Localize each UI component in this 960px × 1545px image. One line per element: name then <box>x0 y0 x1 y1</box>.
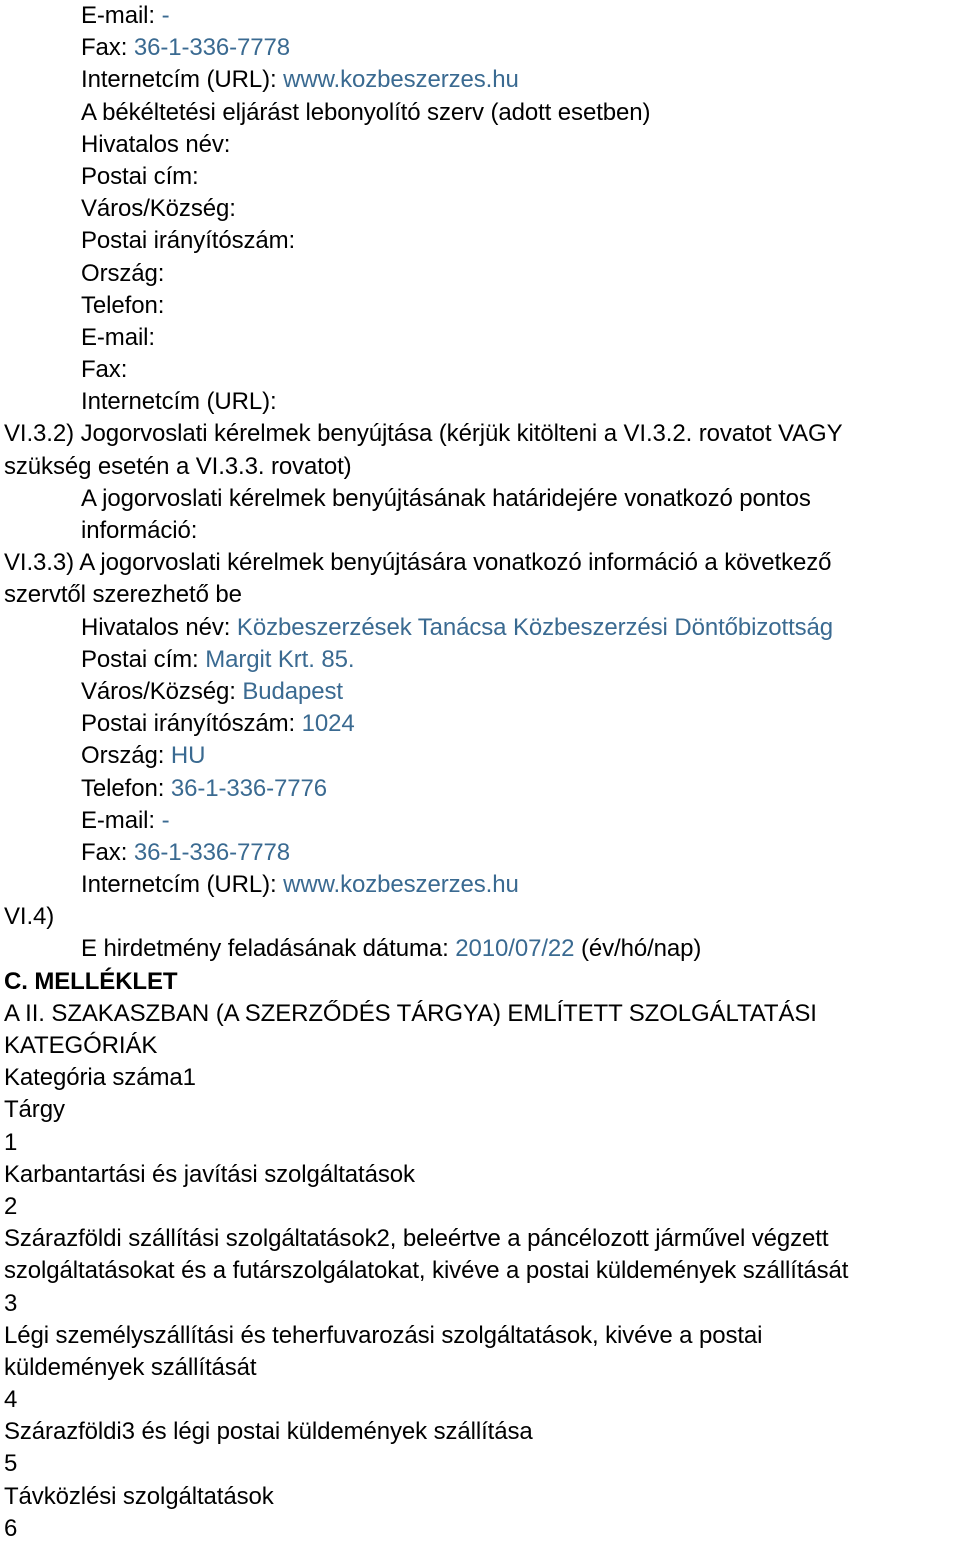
annex-c-heading-line1: A II. SZAKASZBAN (A SZERZŐDÉS TÁRGYA) EMLÍTETT SZOLGÁLTATÁSI <box>4 999 817 1027</box>
vi32-sub-line2: információ: <box>81 517 198 544</box>
top-url-link[interactable]: www.kozbeszerzes.hu <box>283 66 519 94</box>
top-email-label: E-mail: <box>81 2 155 29</box>
mediation-heading: A békéltetési eljárást lebonyolító szerv (adott esetben) <box>81 98 651 126</box>
annex-c-heading-line2: KATEGÓRIÁK <box>4 1032 158 1059</box>
annex-c-col-category: Kategória száma1 <box>4 1064 196 1092</box>
vi4-date-line <box>0 933 960 965</box>
vi32-heading-line1: VI.3.2) Jogorvoslati kérelmek benyújtása (kérjük kitölteni a VI.3.2. rovatot VAGY <box>4 420 843 448</box>
mediation-field: Hivatalos név: <box>81 130 231 158</box>
vi33-url-link[interactable]: www.kozbeszerzes.hu <box>283 871 519 899</box>
vi33-name-label: Hivatalos név: <box>81 613 231 641</box>
vi33-fax-value: 36-1-336-7778 <box>133 838 291 866</box>
top-fax-value: 36-1-336-7778 <box>133 34 291 62</box>
mediation-field: E-mail: <box>81 323 155 351</box>
category-subject: küldemények szállítását <box>4 1353 257 1381</box>
annex-c-title: C. MELLÉKLET <box>4 967 178 995</box>
category-subject: szolgáltatásokat és a futárszolgálatokat, kivéve a postai küldemények szállítását <box>4 1257 849 1285</box>
mediation-field: Internetcím (URL): <box>81 388 277 416</box>
vi33-heading-line2: szervtől szerezhető be <box>4 581 242 609</box>
top-url-line <box>0 64 960 96</box>
vi33-address-value: Margit Krt. 85. <box>205 645 355 673</box>
category-subject: Szárazföldi3 és légi postai küldemények szállítása <box>4 1418 533 1446</box>
vi4-date-label: E hirdetmény feladásának dátuma: <box>81 935 449 963</box>
mediation-field: Postai cím: <box>81 162 199 190</box>
vi33-url-label: Internetcím (URL): <box>81 871 277 899</box>
category-number: 2 <box>4 1192 18 1220</box>
vi33-country-label: Ország: <box>81 742 165 770</box>
category-subject: Szárazföldi szállítási szolgáltatások2, beleértve a páncélozott járművel végzett <box>4 1225 829 1253</box>
top-email-value: - <box>161 2 170 29</box>
category-subject: Távközlési szolgáltatások <box>4 1482 274 1510</box>
vi33-address-line <box>0 644 960 676</box>
annex-c-col-subject: Tárgy <box>4 1096 65 1124</box>
vi33-city-value: Budapest <box>242 677 343 705</box>
category-number: 6 <box>4 1514 18 1542</box>
category-number: 5 <box>4 1450 18 1478</box>
top-fax-line <box>0 32 960 64</box>
category-number: 3 <box>4 1289 18 1317</box>
vi33-url-line <box>0 869 960 901</box>
vi33-email-value: - <box>161 806 170 834</box>
vi33-zip-line <box>0 708 960 740</box>
top-url-label: Internetcím (URL): <box>81 66 277 94</box>
mediation-field: Ország: <box>81 259 165 287</box>
vi32-sub-line1: A jogorvoslati kérelmek benyújtásának határidejére vonatkozó pontos <box>81 484 811 512</box>
top-email-line <box>0 0 960 32</box>
vi33-country-value: HU <box>170 742 206 770</box>
vi33-city-line <box>0 676 960 708</box>
mediation-field: Fax: <box>81 356 128 384</box>
category-number: 1 <box>4 1128 18 1156</box>
vi33-fax-label: Fax: <box>81 838 128 866</box>
vi33-phone-line <box>0 773 960 805</box>
category-subject: Karbantartási és javítási szolgáltatások <box>4 1160 415 1188</box>
top-fax-label: Fax: <box>81 34 128 62</box>
vi4-number: VI.4) <box>4 903 55 931</box>
vi33-email-line <box>0 805 960 837</box>
mediation-field: Telefon: <box>81 291 165 319</box>
vi33-city-label: Város/Község: <box>81 677 236 705</box>
vi33-phone-label: Telefon: <box>81 774 165 802</box>
vi33-fax-line <box>0 837 960 869</box>
vi33-name-value: Közbeszerzések Tanácsa Közbeszerzési Döntőbizottság <box>236 613 834 641</box>
mediation-field: Postai irányítószám: <box>81 227 296 255</box>
vi4-date-format: (év/hó/nap) <box>580 935 702 963</box>
vi33-zip-label: Postai irányítószám: <box>81 710 296 738</box>
vi33-zip-value: 1024 <box>301 710 355 738</box>
category-subject: Légi személyszállítási és teherfuvarozási szolgáltatások, kivéve a postai <box>4 1321 763 1349</box>
vi33-email-label: E-mail: <box>81 806 155 834</box>
mediation-field: Város/Község: <box>81 195 236 223</box>
vi32-heading-line2: szükség esetén a VI.3.3. rovatot) <box>4 452 352 480</box>
vi33-country-line <box>0 740 960 772</box>
vi33-name-line <box>0 612 960 644</box>
category-number: 4 <box>4 1386 18 1414</box>
vi4-date-value: 2010/07/22 <box>455 935 575 963</box>
vi33-address-label: Postai cím: <box>81 645 199 673</box>
vi33-heading-line1: VI.3.3) A jogorvoslati kérelmek benyújtására vonatkozó információ a következő <box>4 549 832 577</box>
vi33-phone-value: 36-1-336-7776 <box>170 774 327 802</box>
